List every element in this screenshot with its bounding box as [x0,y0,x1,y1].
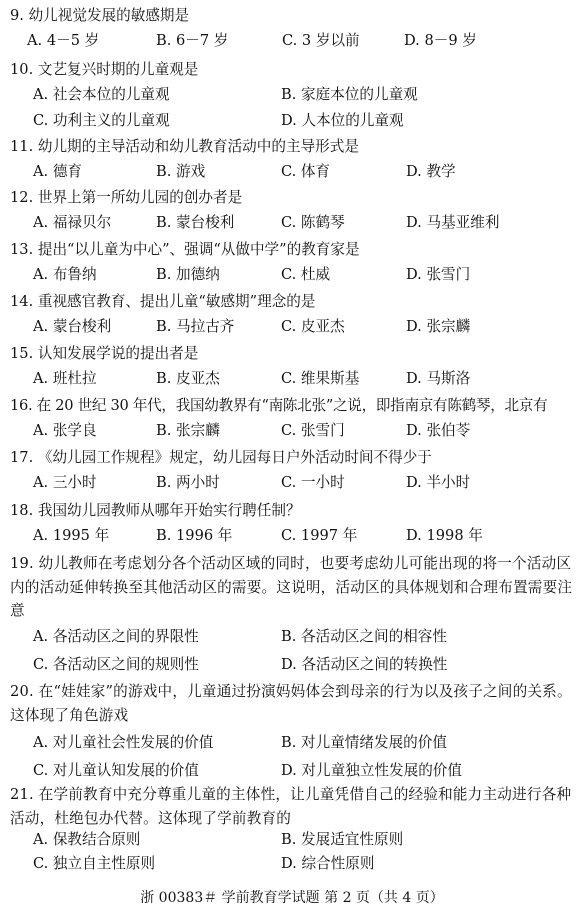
question-stem [10,6,576,25]
question-number: 19. [10,555,34,572]
question-stem [10,396,576,415]
option-b: B. 6－7 岁 [156,32,229,49]
question-stem [10,60,576,79]
question-text: 在“娃娃家”的游戏中，儿童通过扮演妈妈体会到母亲的行为以及孩子之间的关系。这体现了角色游戏 [10,683,572,724]
option-c: C. 3 岁以前 [282,32,360,49]
options-row [10,317,576,337]
option-c: C. 1997 年 [281,527,358,544]
question-12 [10,188,576,233]
question-text: 世界上第一所幼儿园的创办者是 [37,189,243,206]
option-c: C. 独立自主性原则 [33,855,156,872]
options-row [10,761,576,781]
question-text: 认知发展学说的提出者是 [37,345,199,362]
option-c: C. 皮亚杰 [281,318,345,335]
question-10 [10,60,576,131]
question-stem [10,680,576,727]
option-d: D. 教学 [406,163,456,180]
options-row [10,830,576,850]
option-a: A. 蒙台梭利 [33,318,112,335]
option-b: B. 各活动区之间的相容性 [281,627,447,645]
question-stem [10,137,576,156]
page-footer: 浙 00383＃ 学前教育学试题 第 2 页（共 4 页） [140,890,444,906]
options-row [10,854,576,874]
options-row [10,473,576,493]
options-row [10,421,576,441]
option-d: D. 综合性原则 [281,855,375,872]
option-c: C. 维果斯基 [281,370,360,387]
question-number: 12. [10,189,34,206]
question-text: 幼儿视觉发展的敏感期是 [28,7,190,24]
option-a: A. 社会本位的儿童观 [33,86,170,103]
option-c: C. 陈鹤琴 [281,214,345,231]
option-c: C. 对儿童认知发展的价值 [33,762,199,779]
question-stem [10,240,576,259]
question-18 [10,501,576,546]
question-number: 14. [10,293,34,310]
options-row [10,526,576,546]
question-text: 我国幼儿园教师从哪年开始实行聘任制？ [37,502,301,519]
question-11 [10,137,576,182]
option-d: D. 各活动区之间的转换性 [281,655,448,673]
question-number: 10. [10,61,34,78]
option-d: D. 对儿童独立性发展的价值 [281,762,462,779]
option-b: B. 马拉古齐 [156,318,235,335]
question-number: 15. [10,345,34,362]
question-number: 20. [10,683,34,700]
question-19 [10,552,576,675]
question-stem [10,292,576,311]
question-number: 18. [10,502,34,519]
question-stem [10,783,576,830]
options-row [10,85,576,105]
options-row [10,627,576,647]
option-a: A. 各活动区之间的界限性 [33,627,199,645]
option-c: C. 杜威 [281,266,331,283]
options-row [10,369,576,389]
option-c: C. 功利主义的儿童观 [33,112,170,129]
option-b: B. 张宗麟 [156,422,220,439]
option-b: B. 加德纳 [156,266,220,283]
question-14 [10,292,576,337]
option-d: D. 张伯苓 [406,422,471,439]
options-row [10,213,576,233]
options-row [10,733,576,753]
option-a: A. 德育 [33,163,83,180]
option-a: A. 班杜拉 [33,370,97,387]
question-text: 在 20 世纪 30 年代，我国幼教界有“南陈北张”之说，即指南京有陈鹤琴，北京有 [36,397,548,414]
question-stem [10,501,576,520]
question-15 [10,344,576,389]
option-d: D. 马斯洛 [406,370,471,387]
question-number: 16. [10,397,33,414]
question-text: 幼儿教师在考虑划分各个活动区域的同时，也要考虑幼儿可能出现的将一个活动区内的活动延伸转换至其他活动区的需要。这说明，活动区的具体规划和合理布置需要注意 [10,555,573,619]
option-b: B. 两小时 [156,474,220,491]
option-a: A. 1995 年 [33,527,110,544]
option-d: D. 马基亚维利 [406,214,500,231]
option-d: D. 8－9 岁 [404,32,477,49]
option-b: B. 对儿童情绪发展的价值 [281,734,447,751]
question-stem [10,344,576,363]
question-stem [10,448,576,467]
question-number: 21. [10,786,34,803]
question-number: 11. [10,138,34,155]
question-number: 13. [10,241,34,258]
question-17 [10,448,576,493]
option-b: B. 家庭本位的儿童观 [281,86,418,103]
option-a: A. 对儿童社会性发展的价值 [33,734,214,751]
option-a: A. 4－5 岁 [27,32,100,49]
question-stem [10,552,576,623]
question-text: 重视感官教育、提出儿童“敏感期”理念的是 [37,293,316,310]
question-number: 9. [10,7,24,24]
options-row [10,655,576,675]
question-9 [10,6,576,51]
option-c: C. 张雪门 [281,422,345,439]
option-a: A. 张学良 [33,422,97,439]
option-b: B. 蒙台梭利 [156,214,235,231]
option-a: A. 福禄贝尔 [33,214,112,231]
options-row [10,31,576,51]
option-c: C. 各活动区之间的规则性 [33,655,199,673]
option-c: C. 一小时 [281,474,345,491]
question-13 [10,240,576,285]
question-16 [10,396,576,441]
question-21 [10,783,576,874]
option-a: A. 布鲁纳 [33,266,97,283]
question-number: 17. [10,449,34,466]
option-d: D. 人本位的儿童观 [281,112,404,129]
option-a: A. 保教结合原则 [33,831,141,848]
option-d: D. 张雪门 [406,266,471,283]
option-b: B. 游戏 [156,163,206,180]
question-text: 在学前教育中充分尊重儿童的主体性，让儿童凭借自己的经验和能力主动进行各种活动，杜绝包办代替。这体现了学前教育的 [10,786,572,827]
options-row [10,111,576,131]
option-d: D. 1998 年 [406,527,483,544]
question-20 [10,680,576,781]
option-b: B. 1996 年 [156,527,233,544]
question-text: 文艺复兴时期的儿童观是 [37,61,199,78]
option-d: D. 张宗麟 [406,318,471,335]
options-row [10,162,576,182]
option-a: A. 三小时 [33,474,97,491]
question-text: 《幼儿园工作规程》规定，幼儿园每日户外活动时间不得少于 [37,449,432,466]
question-text: 幼儿期的主导活动和幼儿教育活动中的主导形式是 [37,138,359,155]
question-text: 提出“以儿童为中心”、强调“从做中学”的教育家是 [37,241,360,258]
option-c: C. 体育 [281,163,331,180]
option-b: B. 皮亚杰 [156,370,220,387]
question-stem [10,188,576,207]
option-d: D. 半小时 [406,474,471,491]
options-row [10,265,576,285]
option-b: B. 发展适宜性原则 [281,831,404,848]
